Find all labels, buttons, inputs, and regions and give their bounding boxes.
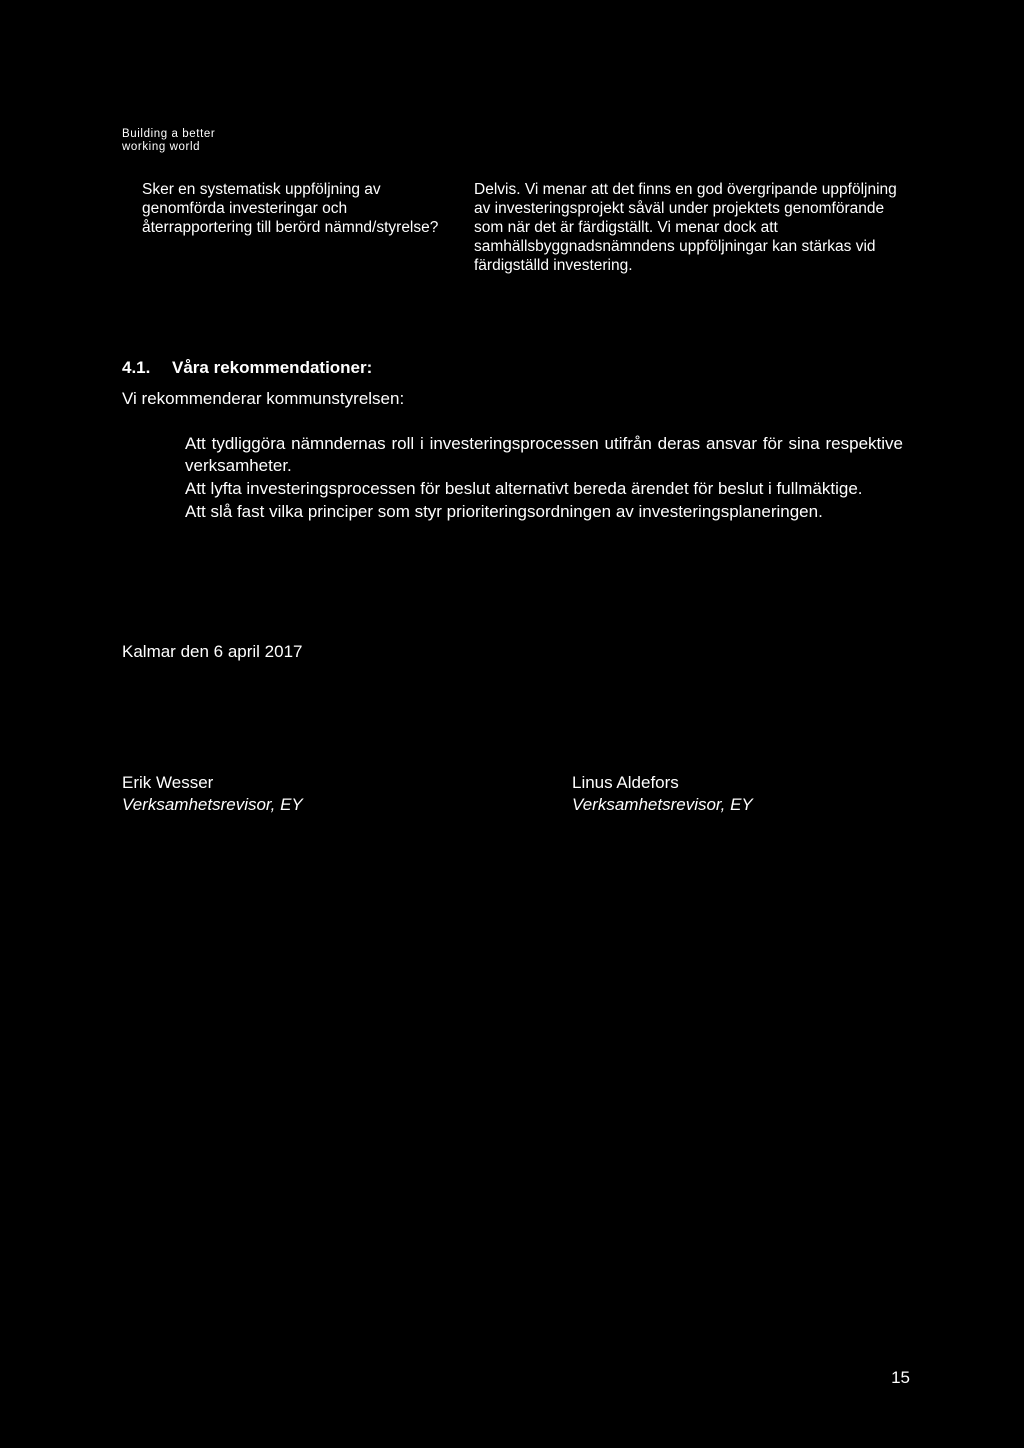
- logo-line-1: Building a better: [122, 128, 216, 140]
- recommendation-item: Att lyfta investeringsprocessen för beslut alternativt bereda ärendet för beslut i fullmäktige.: [185, 479, 863, 498]
- signer-name: Erik Wesser: [122, 773, 214, 792]
- signer-name: Linus Aldefors: [572, 773, 679, 792]
- recommendation-list: [185, 433, 903, 524]
- section-number: 4.1.: [122, 358, 151, 377]
- recommendation-intro: Vi rekommenderar kommunstyrelsen:: [122, 389, 405, 408]
- signer-role: Verksamhetsrevisor, EY: [572, 795, 753, 814]
- recommendation-item: Att slå fast vilka principer som styr prioriteringsordningen av investeringsplaneringen.: [185, 502, 823, 521]
- section-title: Våra rekommendationer:: [172, 358, 373, 377]
- page-number: 15: [891, 1368, 910, 1387]
- place-date: Kalmar den 6 april 2017: [122, 642, 303, 661]
- signature-block: [122, 772, 303, 816]
- recommendation-item: Att tydliggöra nämndernas roll i investeringsprocessen utifrån deras ansvar för sina respektive verksamheter.: [185, 434, 903, 475]
- audit-question: Sker en systematisk uppföljning av genomförda investeringar och återrapportering till berörd nämnd/styrelse?: [142, 181, 439, 236]
- logo-line-2: working world: [122, 141, 201, 153]
- signature-block: [572, 772, 753, 816]
- audit-answer: Delvis. Vi menar att det finns en god övergripande uppföljning av investeringsprojekt såväl under projektets genomförande som när det är färdigställt. Vi menar dock att samhällsbyggnadsnämndens uppföljningar kan stärkas vid färdigställd investering.: [474, 181, 897, 274]
- ey-tagline-logo: [122, 128, 215, 154]
- signer-role: Verksamhetsrevisor, EY: [122, 795, 303, 814]
- section-heading: [122, 357, 372, 379]
